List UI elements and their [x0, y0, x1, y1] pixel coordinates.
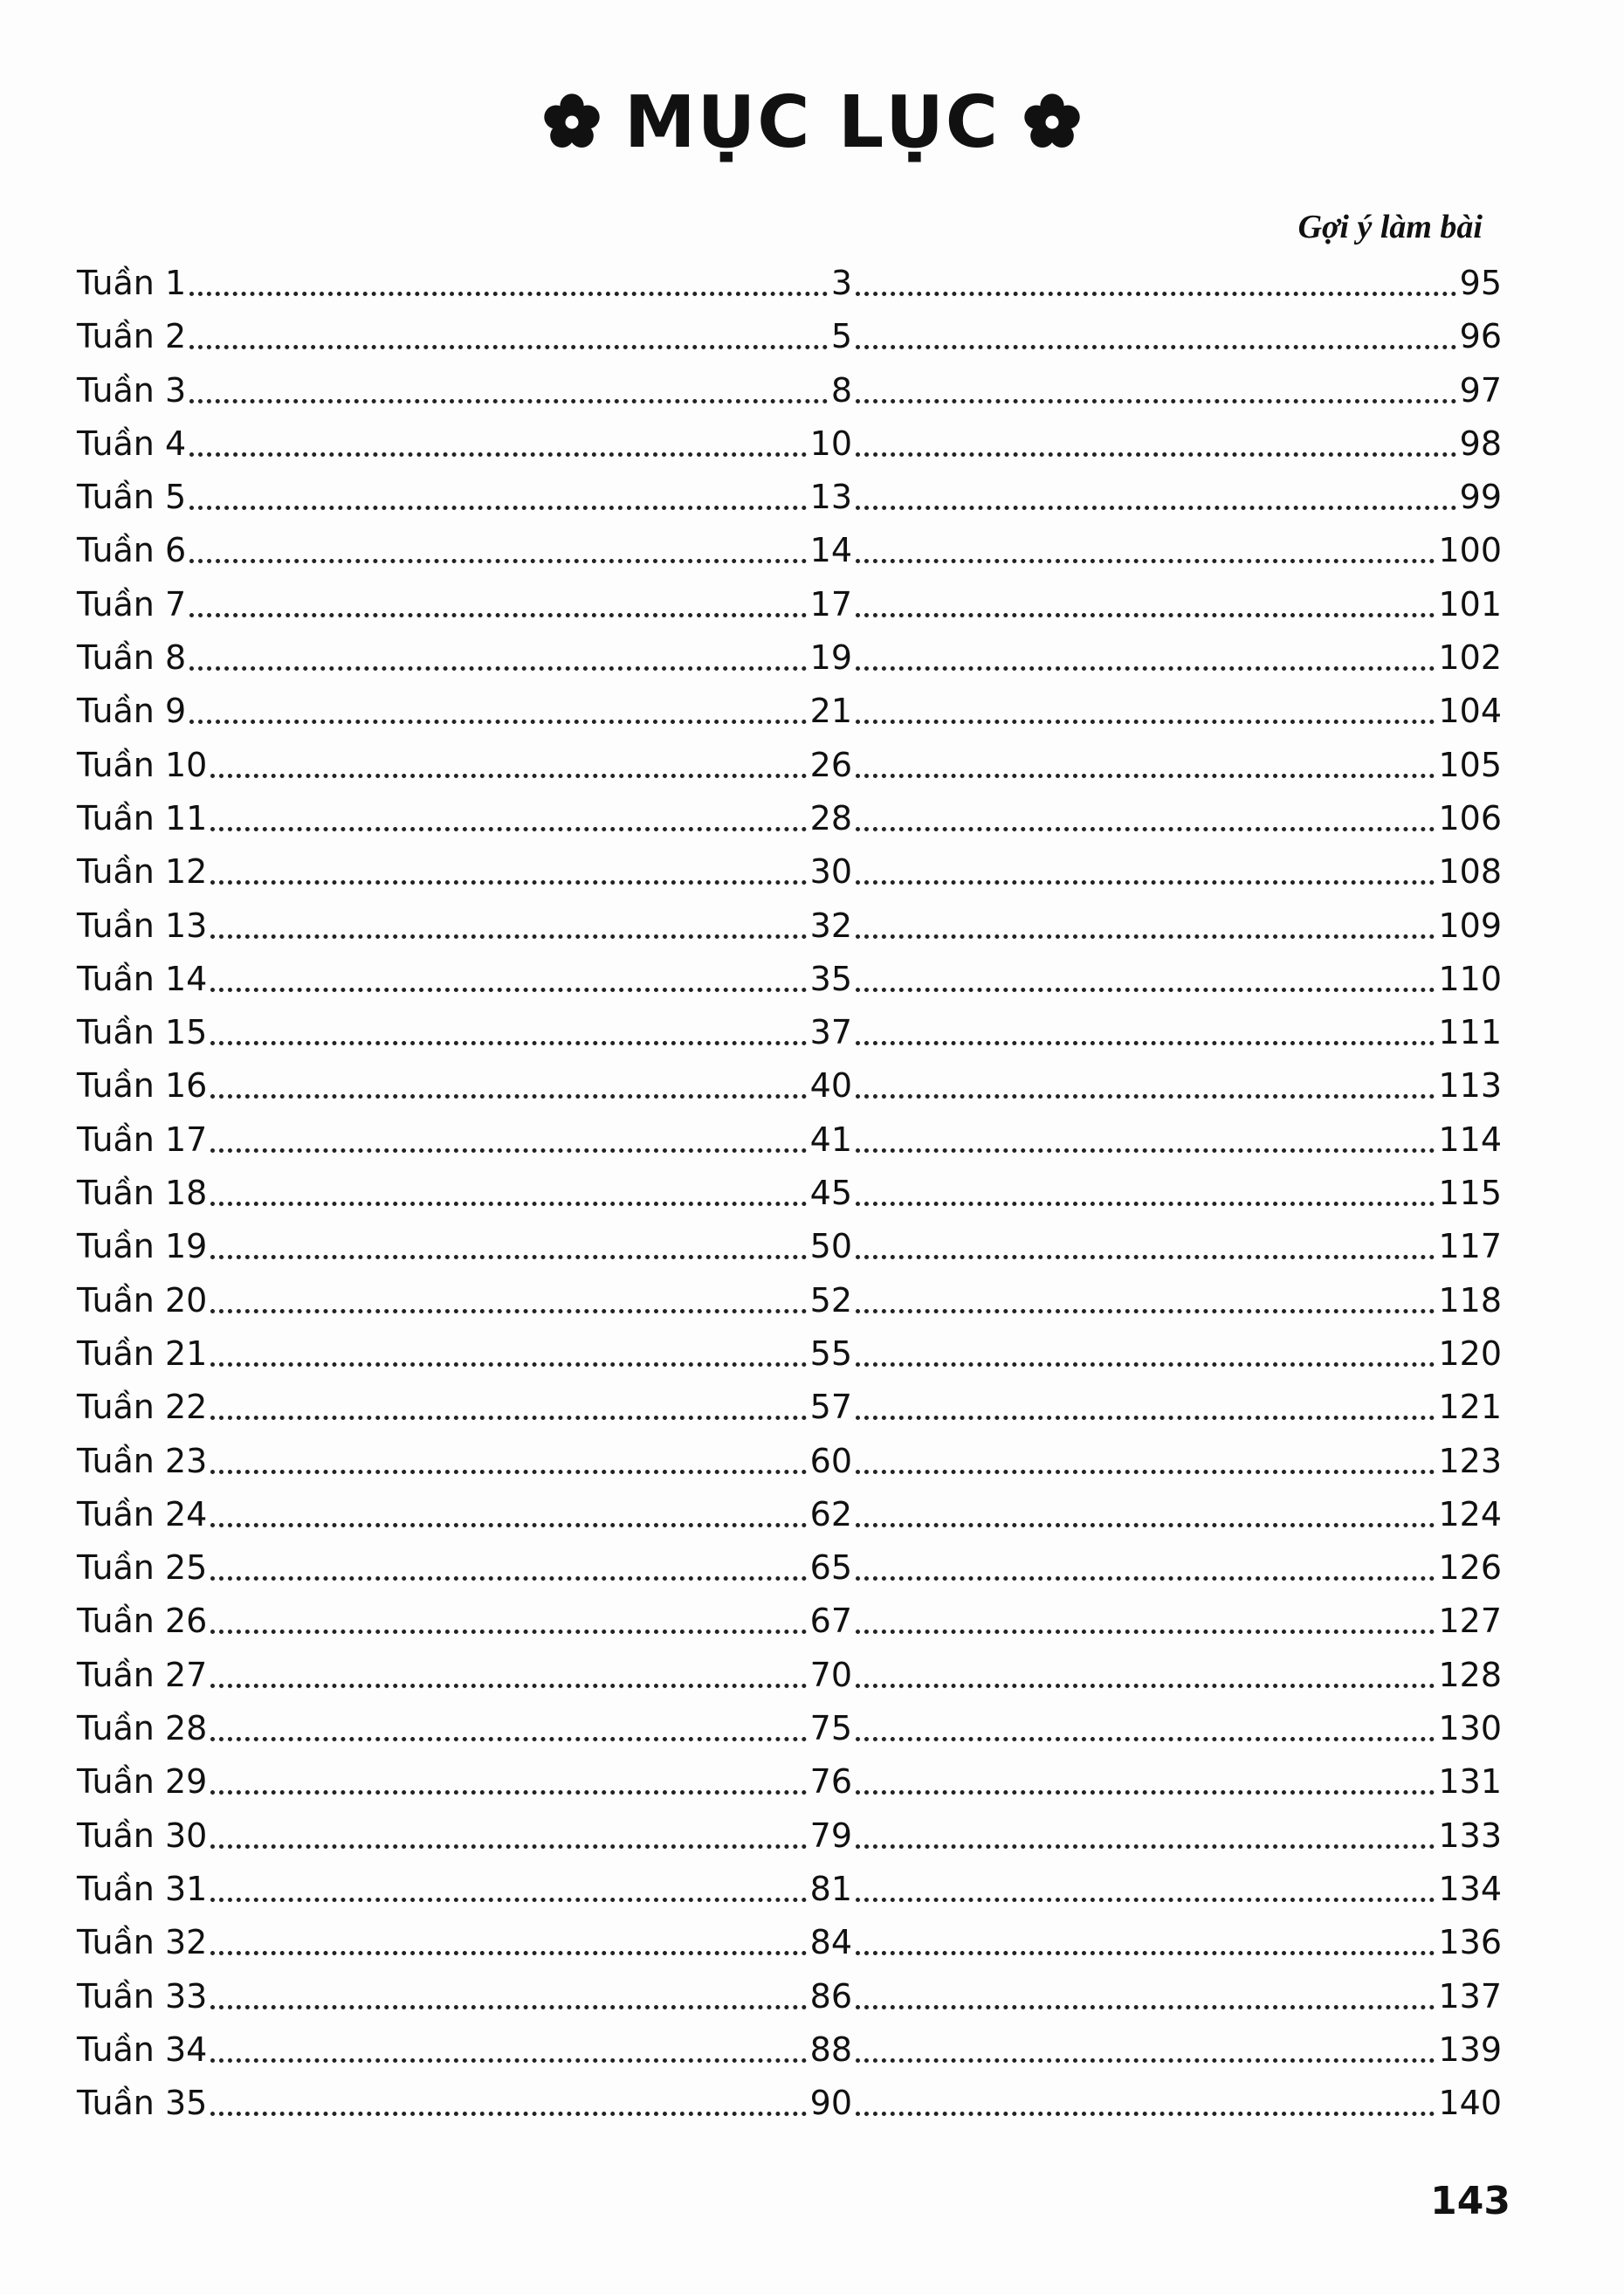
- hint-page-number: 131: [1438, 1762, 1502, 1802]
- hint-page-number: 134: [1438, 1869, 1502, 1908]
- week-label: Tuần 35: [77, 2084, 208, 2123]
- lesson-page-number: 65: [809, 1548, 852, 1588]
- toc-entry-main: [77, 1004, 852, 1059]
- toc-entry-hint: [852, 1914, 1502, 1969]
- dot-leader: [189, 685, 806, 724]
- toc-entry-main: [77, 308, 852, 363]
- page-number: 143: [1430, 2179, 1510, 2223]
- lesson-page-number: 19: [809, 638, 852, 678]
- toc-entry-main: [77, 1968, 852, 2023]
- toc-entry-main: [77, 1700, 852, 1755]
- toc-entry-hint: [852, 255, 1502, 310]
- dot-leader: [210, 1435, 806, 1474]
- toc-row: [77, 1165, 1502, 1218]
- lesson-page-number: 88: [809, 2030, 852, 2069]
- week-label: Tuần 24: [77, 1494, 208, 1533]
- toc-entry-main: [77, 576, 852, 631]
- hint-page-number: 109: [1438, 906, 1502, 945]
- lesson-page-number: 28: [809, 798, 852, 837]
- hint-page-number: 114: [1438, 1120, 1502, 1159]
- week-label: Tuần 26: [77, 1602, 208, 1641]
- week-label: Tuần 1: [77, 264, 187, 302]
- toc-entry-hint: [852, 1754, 1502, 1809]
- hint-page-number: 101: [1438, 584, 1502, 624]
- hint-page-number: 96: [1459, 317, 1502, 356]
- dot-leader: [856, 1755, 1435, 1795]
- toc-row: [77, 1433, 1502, 1486]
- hint-column-header: Gợi ý làm bài: [1297, 209, 1483, 245]
- toc-entry-hint: [852, 1540, 1502, 1595]
- dot-leader: [210, 1970, 806, 2009]
- lesson-page-number: 86: [809, 1976, 852, 2016]
- toc-entry-hint: [852, 630, 1502, 685]
- toc-entry-hint: [852, 1486, 1502, 1541]
- toc-entry-main: [77, 1540, 852, 1595]
- week-label: Tuần 10: [77, 745, 208, 784]
- toc-entry-main: [77, 522, 852, 577]
- lesson-page-number: 30: [809, 852, 852, 892]
- toc-row: [77, 737, 1502, 790]
- toc-row: [77, 1540, 1502, 1593]
- week-label: Tuần 17: [77, 1120, 208, 1159]
- toc-row: [77, 1968, 1502, 2022]
- toc-row: [77, 255, 1502, 308]
- dot-leader: [856, 1702, 1435, 1741]
- dot-leader: [856, 524, 1435, 563]
- toc-entry-hint: [852, 1004, 1502, 1059]
- dot-leader: [189, 524, 806, 563]
- toc-entry-hint: [852, 1968, 1502, 2023]
- lesson-page-number: 21: [809, 692, 852, 731]
- dot-leader: [856, 1435, 1435, 1474]
- dot-leader: [856, 1488, 1435, 1527]
- dot-leader: [189, 310, 828, 349]
- toc-entry-main: [77, 1486, 852, 1541]
- week-label: Tuần 3: [77, 370, 187, 410]
- lesson-page-number: 32: [809, 906, 852, 945]
- dot-leader: [856, 471, 1456, 510]
- toc-entry-main: [77, 1165, 852, 1220]
- dot-leader: [210, 953, 806, 992]
- toc-entry-main: [77, 1112, 852, 1167]
- hint-page-number: 136: [1438, 1923, 1502, 1962]
- hint-page-number: 124: [1438, 1494, 1502, 1533]
- toc-entry-main: [77, 1593, 852, 1648]
- dot-leader: [210, 1006, 806, 1045]
- week-label: Tuần 16: [77, 1066, 208, 1106]
- toc-entry-main: [77, 2022, 852, 2077]
- week-label: Tuần 11: [77, 798, 208, 837]
- dot-leader: [210, 1809, 806, 1849]
- dot-leader: [856, 2023, 1435, 2063]
- page-title: MỤC LỤC: [624, 81, 1000, 164]
- lesson-page-number: 3: [830, 264, 852, 302]
- toc-row: [77, 844, 1502, 897]
- dot-leader: [189, 364, 828, 403]
- toc-entry-main: [77, 737, 852, 792]
- dot-leader: [856, 2077, 1435, 2116]
- lesson-page-number: 40: [809, 1066, 852, 1106]
- toc-row: [77, 1808, 1502, 1861]
- hint-page-number: 100: [1438, 531, 1502, 570]
- hint-page-number: 130: [1438, 1709, 1502, 1748]
- hint-page-number: 111: [1438, 1013, 1502, 1052]
- hint-page-number: 105: [1438, 745, 1502, 784]
- week-label: Tuần 7: [77, 584, 187, 624]
- week-label: Tuần 15: [77, 1013, 208, 1052]
- toc-entry-main: [77, 1218, 852, 1273]
- toc-row: [77, 1593, 1502, 1646]
- toc-entry-main: [77, 416, 852, 471]
- toc-entry-hint: [852, 844, 1502, 899]
- week-label: Tuần 33: [77, 1976, 208, 2016]
- dot-leader: [856, 1541, 1435, 1581]
- lesson-page-number: 57: [809, 1388, 852, 1427]
- toc-row: [77, 1112, 1502, 1165]
- toc-entry-main: [77, 683, 852, 738]
- toc-row: [77, 2075, 1502, 2128]
- toc-row: [77, 898, 1502, 951]
- hint-page-number: 104: [1438, 692, 1502, 731]
- toc-entry-main: [77, 1433, 852, 1488]
- toc-entry-hint: [852, 898, 1502, 953]
- dot-leader: [856, 792, 1435, 831]
- dot-leader: [189, 471, 806, 510]
- toc-entry-main: [77, 469, 852, 524]
- toc-entry-hint: [852, 1218, 1502, 1273]
- toc-entry-hint: [852, 1433, 1502, 1488]
- lesson-page-number: 60: [809, 1441, 852, 1480]
- toc-entry-hint: [852, 522, 1502, 577]
- lesson-page-number: 26: [809, 745, 852, 784]
- dot-leader: [210, 2023, 806, 2063]
- toc-entry-hint: [852, 2075, 1502, 2130]
- toc-row: [77, 1486, 1502, 1540]
- dot-leader: [210, 1274, 806, 1313]
- lesson-page-number: 8: [830, 370, 852, 410]
- dot-leader: [210, 1327, 806, 1367]
- hint-page-number: 127: [1438, 1602, 1502, 1641]
- toc-entry-hint: [852, 416, 1502, 471]
- toc-entry-hint: [852, 1647, 1502, 1702]
- dot-leader: [856, 631, 1435, 671]
- hint-page-number: 97: [1459, 370, 1502, 410]
- week-label: Tuần 2: [77, 317, 187, 356]
- toc-entry-hint: [852, 1861, 1502, 1916]
- dot-leader: [210, 1167, 806, 1206]
- toc-row: [77, 1004, 1502, 1058]
- toc-entry-main: [77, 951, 852, 1006]
- flower-icon: [1022, 93, 1082, 152]
- dot-leader: [189, 578, 806, 617]
- toc-entry-main: [77, 1326, 852, 1381]
- week-label: Tuần 23: [77, 1441, 208, 1480]
- lesson-page-number: 76: [809, 1762, 852, 1802]
- toc-entry-main: [77, 362, 852, 417]
- dot-leader: [210, 845, 806, 885]
- hint-page-number: 113: [1438, 1066, 1502, 1106]
- dot-leader: [210, 739, 806, 778]
- dot-leader: [856, 1220, 1435, 1259]
- toc-entry-main: [77, 1861, 852, 1916]
- week-label: Tuần 25: [77, 1548, 208, 1588]
- hint-page-number: 133: [1438, 1816, 1502, 1855]
- toc-row: [77, 416, 1502, 469]
- toc-entry-main: [77, 1647, 852, 1702]
- dot-leader: [856, 1916, 1435, 1955]
- week-label: Tuần 22: [77, 1388, 208, 1427]
- lesson-page-number: 52: [809, 1280, 852, 1320]
- dot-leader: [856, 953, 1435, 992]
- hint-page-number: 117: [1438, 1227, 1502, 1266]
- dot-leader: [189, 631, 806, 671]
- hint-page-number: 137: [1438, 1976, 1502, 2016]
- toc-row: [77, 308, 1502, 362]
- week-label: Tuần 9: [77, 692, 187, 731]
- toc-entry-hint: [852, 576, 1502, 631]
- dot-leader: [210, 1916, 806, 1955]
- dot-leader: [856, 1327, 1435, 1367]
- toc-entry-main: [77, 898, 852, 953]
- dot-leader: [210, 1755, 806, 1795]
- dot-leader: [856, 1970, 1435, 2009]
- toc-row: [77, 951, 1502, 1004]
- dot-leader: [856, 1113, 1435, 1153]
- toc-entry-hint: [852, 2022, 1502, 2077]
- toc-entry-main: [77, 1808, 852, 1863]
- hint-page-number: 126: [1438, 1548, 1502, 1588]
- week-label: Tuần 5: [77, 478, 187, 517]
- week-label: Tuần 13: [77, 906, 208, 945]
- toc-entry-main: [77, 1058, 852, 1113]
- dot-leader: [856, 417, 1456, 457]
- dot-leader: [210, 1595, 806, 1634]
- hint-page-number: 123: [1438, 1441, 1502, 1480]
- dot-leader: [856, 310, 1456, 349]
- week-label: Tuần 32: [77, 1923, 208, 1962]
- lesson-page-number: 79: [809, 1816, 852, 1855]
- dot-leader: [210, 1059, 806, 1099]
- dot-leader: [856, 685, 1435, 724]
- toc-row: [77, 1754, 1502, 1807]
- dot-leader: [210, 1113, 806, 1153]
- toc-entry-main: [77, 1914, 852, 1969]
- dot-leader: [856, 1595, 1435, 1634]
- dot-leader: [210, 2077, 806, 2116]
- dot-leader: [189, 257, 828, 296]
- dot-leader: [856, 1381, 1435, 1420]
- dot-leader: [856, 1809, 1435, 1849]
- lesson-page-number: 10: [809, 424, 852, 463]
- toc-row: [77, 522, 1502, 575]
- hint-page-number: 102: [1438, 638, 1502, 678]
- toc-entry-hint: [852, 1326, 1502, 1381]
- lesson-page-number: 5: [830, 317, 852, 356]
- toc-row: [77, 630, 1502, 683]
- lesson-page-number: 17: [809, 584, 852, 624]
- lesson-page-number: 62: [809, 1494, 852, 1533]
- toc-row: [77, 1058, 1502, 1111]
- toc-entry-hint: [852, 737, 1502, 792]
- dot-leader: [856, 845, 1435, 885]
- lesson-page-number: 13: [809, 478, 852, 517]
- lesson-page-number: 84: [809, 1923, 852, 1962]
- dot-leader: [210, 1220, 806, 1259]
- week-label: Tuần 18: [77, 1174, 208, 1213]
- toc-row: [77, 1914, 1502, 1968]
- week-label: Tuần 34: [77, 2030, 208, 2069]
- toc-entry-main: [77, 1754, 852, 1809]
- week-label: Tuần 14: [77, 959, 208, 998]
- dot-leader: [856, 1649, 1435, 1688]
- week-label: Tuần 20: [77, 1280, 208, 1320]
- lesson-page-number: 81: [809, 1869, 852, 1908]
- lesson-page-number: 50: [809, 1227, 852, 1266]
- dot-leader: [856, 1006, 1435, 1045]
- toc-row: [77, 790, 1502, 844]
- toc-entry-hint: [852, 469, 1502, 524]
- hint-page-number: 99: [1459, 478, 1502, 517]
- week-label: Tuần 29: [77, 1762, 208, 1802]
- dot-leader: [189, 417, 806, 457]
- hint-page-number: 121: [1438, 1388, 1502, 1427]
- toc-entry-hint: [852, 1379, 1502, 1434]
- toc-entry-hint: [852, 308, 1502, 363]
- dot-leader: [210, 1863, 806, 1902]
- toc-entry-hint: [852, 1058, 1502, 1113]
- toc-entry-hint: [852, 1808, 1502, 1863]
- lesson-page-number: 41: [809, 1120, 852, 1159]
- hint-page-number: 128: [1438, 1655, 1502, 1694]
- hint-page-number: 115: [1438, 1174, 1502, 1213]
- dot-leader: [210, 1488, 806, 1527]
- toc-row: [77, 1272, 1502, 1326]
- hint-page-number: 139: [1438, 2030, 1502, 2069]
- lesson-page-number: 55: [809, 1334, 852, 1373]
- toc-entry-hint: [852, 951, 1502, 1006]
- toc-row: [77, 1326, 1502, 1379]
- lesson-page-number: 14: [809, 531, 852, 570]
- hint-page-number: 106: [1438, 798, 1502, 837]
- dot-leader: [856, 364, 1456, 403]
- lesson-page-number: 37: [809, 1013, 852, 1052]
- week-label: Tuần 30: [77, 1816, 208, 1855]
- dot-leader: [210, 899, 806, 939]
- lesson-page-number: 90: [809, 2084, 852, 2123]
- dot-leader: [856, 257, 1456, 296]
- lesson-page-number: 35: [809, 959, 852, 998]
- hint-page-number: 120: [1438, 1334, 1502, 1373]
- table-of-contents: [77, 255, 1502, 2128]
- toc-row: [77, 683, 1502, 736]
- dot-leader: [856, 1167, 1435, 1206]
- hint-page-number: 110: [1438, 959, 1502, 998]
- week-label: Tuần 28: [77, 1709, 208, 1748]
- toc-entry-hint: [852, 362, 1502, 417]
- hint-page-number: 140: [1438, 2084, 1502, 2123]
- toc-row: [77, 469, 1502, 522]
- toc-entry-hint: [852, 1700, 1502, 1755]
- toc-entry-main: [77, 630, 852, 685]
- week-label: Tuần 12: [77, 852, 208, 892]
- toc-entry-main: [77, 790, 852, 845]
- toc-entry-main: [77, 1379, 852, 1434]
- dot-leader: [856, 1059, 1435, 1099]
- lesson-page-number: 45: [809, 1174, 852, 1213]
- hint-page-number: 95: [1459, 264, 1502, 302]
- week-label: Tuần 19: [77, 1227, 208, 1266]
- toc-entry-hint: [852, 790, 1502, 845]
- week-label: Tuần 6: [77, 531, 187, 570]
- toc-row: [77, 1647, 1502, 1700]
- week-label: Tuần 27: [77, 1655, 208, 1694]
- dot-leader: [210, 1649, 806, 1688]
- week-label: Tuần 31: [77, 1869, 208, 1908]
- week-label: Tuần 4: [77, 424, 187, 463]
- dot-leader: [210, 1381, 806, 1420]
- hint-page-number: 118: [1438, 1280, 1502, 1320]
- dot-leader: [856, 578, 1435, 617]
- dot-leader: [856, 739, 1435, 778]
- toc-entry-hint: [852, 1272, 1502, 1327]
- hint-page-number: 98: [1459, 424, 1502, 463]
- toc-row: [77, 1861, 1502, 1914]
- dot-leader: [856, 1274, 1435, 1313]
- toc-entry-main: [77, 2075, 852, 2130]
- lesson-page-number: 67: [809, 1602, 852, 1641]
- toc-entry-hint: [852, 683, 1502, 738]
- toc-row: [77, 576, 1502, 630]
- toc-entry-main: [77, 844, 852, 899]
- toc-entry-hint: [852, 1112, 1502, 1167]
- hint-page-number: 108: [1438, 852, 1502, 892]
- toc-row: [77, 1218, 1502, 1272]
- dot-leader: [856, 899, 1435, 939]
- week-label: Tuần 8: [77, 638, 187, 678]
- dot-leader: [210, 1702, 806, 1741]
- toc-row: [77, 1700, 1502, 1754]
- toc-row: [77, 362, 1502, 416]
- flower-icon: [542, 93, 602, 152]
- toc-entry-main: [77, 255, 852, 310]
- toc-row: [77, 2022, 1502, 2075]
- week-label: Tuần 21: [77, 1334, 208, 1373]
- toc-entry-hint: [852, 1593, 1502, 1648]
- lesson-page-number: 75: [809, 1709, 852, 1748]
- page-title-block: [0, 81, 1624, 164]
- toc-entry-hint: [852, 1165, 1502, 1220]
- dot-leader: [210, 1541, 806, 1581]
- dot-leader: [210, 792, 806, 831]
- lesson-page-number: 70: [809, 1655, 852, 1694]
- toc-entry-main: [77, 1272, 852, 1327]
- toc-row: [77, 1379, 1502, 1432]
- dot-leader: [856, 1863, 1435, 1902]
